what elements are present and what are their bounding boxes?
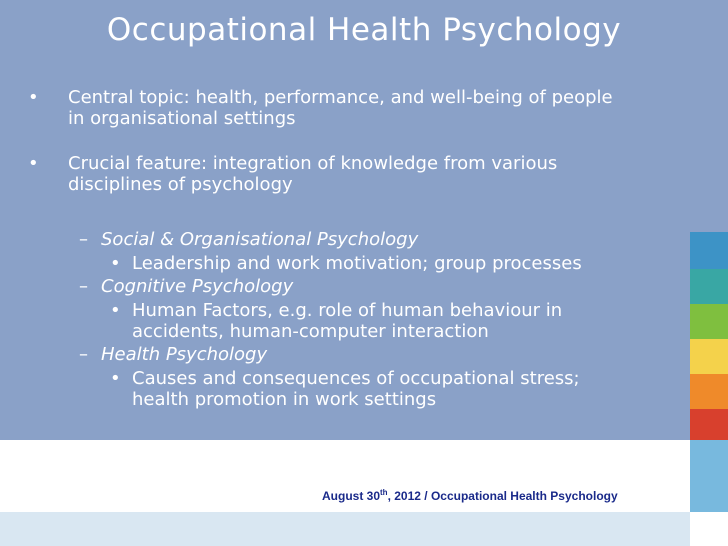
subsection-item	[110, 300, 692, 342]
stripe-orange	[690, 374, 728, 409]
bullet-icon: •	[28, 87, 39, 108]
subsection-health	[79, 344, 701, 365]
subsection-item-text: Human Factors, e.g. role of human behaviour in	[132, 300, 563, 321]
subsection-item-text: Causes and consequences of occupational stress;	[132, 368, 580, 389]
dash-icon: –	[79, 276, 88, 297]
footer-date-suffix: th	[380, 488, 388, 497]
bullet-text-line2: disciplines of psychology	[68, 174, 293, 195]
bullet-text-line1: Crucial feature: integration of knowledge from various	[68, 153, 558, 174]
stripe-yellow	[690, 339, 728, 374]
subsection-heading: Social & Organisational Psychology	[101, 229, 419, 250]
bullet-text-line1: Central topic: health, performance, and well-being of people	[68, 87, 613, 108]
subsection-item	[110, 253, 692, 274]
bullet-icon: •	[110, 253, 121, 274]
bottom-bar	[0, 512, 690, 546]
slide-footer	[322, 488, 682, 503]
footer-title: , 2012 / Occupational Health Psychology	[387, 489, 618, 503]
stripe-lightblue	[690, 440, 728, 512]
dash-icon: –	[79, 229, 88, 250]
subsection-cognitive	[79, 276, 701, 297]
subsection-item-text: Leadership and work motivation; group processes	[132, 253, 582, 274]
bullet-central-topic	[28, 87, 698, 129]
bullet-text-line2: in organisational settings	[68, 108, 296, 129]
bullet-icon: •	[110, 300, 121, 321]
subsection-item	[110, 368, 692, 410]
subsection-item-text: health promotion in work settings	[132, 389, 437, 410]
bullet-crucial-feature	[28, 153, 698, 195]
dash-icon: –	[79, 344, 88, 365]
slide-title: Occupational Health Psychology	[106, 12, 622, 48]
stripe-red	[690, 409, 728, 440]
stripe-green	[690, 304, 728, 339]
bullet-icon: •	[28, 153, 39, 174]
subsection-item-text: accidents, human-computer interaction	[132, 321, 489, 342]
footer-date: August 30	[322, 489, 381, 503]
subsection-heading: Cognitive Psychology	[101, 276, 294, 297]
stripe-blue	[690, 232, 728, 269]
stripe-teal	[690, 269, 728, 304]
subsection-heading: Health Psychology	[101, 344, 268, 365]
subsection-social-organisational	[79, 229, 701, 250]
bullet-icon: •	[110, 368, 121, 389]
